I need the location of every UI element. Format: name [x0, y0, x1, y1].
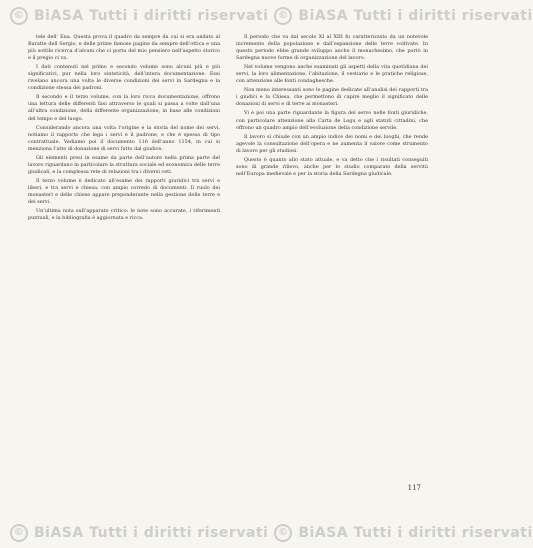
paragraph: Nel volume vengono anche esaminati gli aspetti della vita quotidiana dei servi, la loro alimentazione, l’abitazione, il vestiario e le pratiche religiose, con attenzione alle fonti condaghesche.: [236, 64, 428, 85]
watermark-text: BiASA Tutti i diritti riservati: [34, 524, 269, 541]
paragraph: Considerando ancora una volta l’origine e la storia del nome dei servi, notiamo il rapporto che lega i servi e il padrone, e che è spesso di tipo contrattuale. Vediamo poi il documento 116 dell’anno 1154, in cui si menziona l’atto di donazione di servi fatto dal giudice.: [28, 124, 220, 152]
watermark-top: [0, 6, 533, 25]
page-number: 117: [407, 484, 421, 492]
paragraph: Un’ultima nota sull’apparato critico: le note sono accurate, i riferimenti puntuali, e la bibliografia è aggiornata e ricca.: [28, 208, 220, 222]
paragraph: Il secondo e il terzo volume, con la loro ricca documentazione, offrono una lettura delle differenti fasi attraverso le quali si passa a volte dall’una all’altra condizione, della differente organizzazione, in base alle condizioni del tempo e del luogo.: [28, 94, 220, 122]
paragraph: Il terzo volume è dedicato all’esame dei rapporti giuridici tra servi e liberi, e tra servi e chiesa, con ampio corredo di documenti. Il ruolo dei monasteri e delle chiese appare preponderante nella gestione delle terre e dei servi.: [28, 177, 220, 206]
paragraph: tele dell’ Ena. Questa prova il quadro da sempre da cui si era andato al Baratte dell Sergio, e delle prime famose pagine da sempre dell’ottica e una più sottile ricerca d’alcuni che ci porta del mio pensiero nell’aspetto storico e il pregio ci va.: [28, 34, 220, 62]
paragraph: Il periodo che va dal secolo XI al XIII fu caratterizzato da un notevole incremento della popolazione e dall’espansione delle terre coltivate. In questo periodo ebbe grande sviluppo anche il monachesimo, che portò in Sardegna nuove forme di organizzazione del lavoro.: [236, 34, 428, 62]
left-column: [28, 34, 220, 224]
watermark-text: BiASA Tutti i diritti riservati: [298, 524, 533, 541]
paragraph: Il lavoro si chiude con un ampio indice dei nomi e dei luoghi, che rende agevole la consultazione dell’opera e ne aumenta il valore come strumento di lavoro per gli studiosi.: [236, 133, 428, 154]
paragraph: I dati contenuti nel primo e secondo volume sono alcuni più e più significativi, pur nella loro sinteticità, dell’intera documentazione. Essi rivelano ancora una volta le diverse condizioni dei servi in Sardegna e la condizione stessa dei padroni.: [28, 64, 220, 92]
paragraph: Vi è poi una parte riguardante la figura del servo nelle fonti giuridiche, con particolare attenzione alla Carta de Logu e agli statuti cittadini, che offrono un quadro ampio dell’evoluzione della condizione servile.: [236, 110, 428, 131]
watermark-bottom: [0, 523, 533, 542]
watermark-text: BiASA Tutti i diritti riservati: [34, 7, 269, 24]
paragraph: Questo è quanto allo stato attuale, e va detto che i risultati conseguiti sono di grande rilievo, anche per lo studio comparato della servitù nell’Europa medievale e per la storia della Sardegna giudicale.: [236, 156, 428, 177]
paragraph: Gli elementi presi in esame da parte dell’autore nella prima parte del lavoro riguardano in particolare la struttura sociale ed economica delle terre giudicali, e la complessa rete di relazioni tra i diversi ceti.: [28, 154, 220, 175]
watermark-text: BiASA Tutti i diritti riservati: [298, 7, 533, 24]
watermark-symbol: ©: [10, 523, 28, 542]
watermark-symbol: ©: [10, 6, 28, 25]
paragraph: Non meno interessanti sono le pagine dedicate all’analisi dei rapporti tra i giudici e la Chiesa, che permettono di capire meglio il significato delle donazioni di servi e di terre ai monasteri.: [236, 87, 428, 108]
right-column: [236, 34, 428, 180]
watermark-symbol: ©: [274, 6, 292, 25]
watermark-symbol: ©: [274, 523, 292, 542]
